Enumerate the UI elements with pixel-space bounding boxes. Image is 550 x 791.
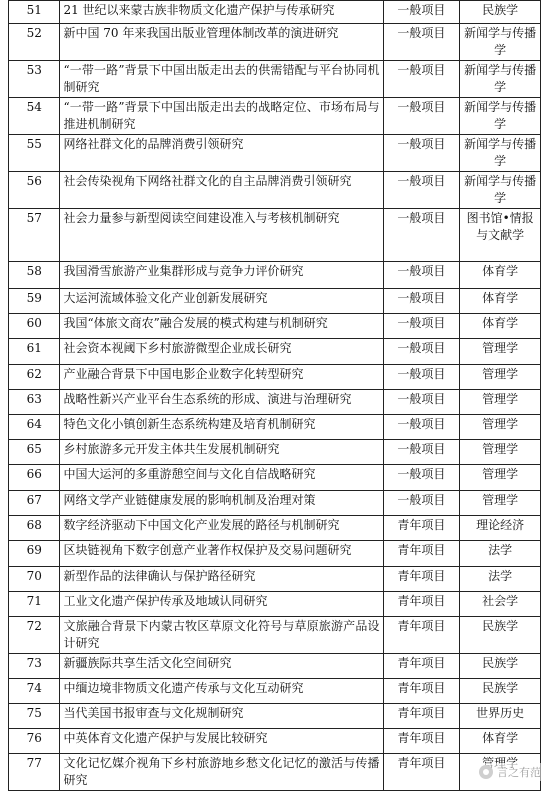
project-type: 一般项目: [383, 209, 460, 262]
project-type: 一般项目: [383, 465, 460, 491]
project-title: 我国滑雪旅游产业集群形成与竞争力评价研究: [60, 262, 383, 289]
table-row: [9, 654, 541, 679]
table-row: [9, 24, 541, 61]
project-type: 一般项目: [383, 1, 460, 24]
discipline: 法学: [460, 541, 541, 567]
project-title: 中缅边境非物质文化遗产传承与文化互动研究: [60, 679, 383, 704]
project-type: 一般项目: [383, 440, 460, 465]
project-title: 新中国 70 年来我国出版业管理体制改革的演进研究: [60, 24, 383, 61]
project-type: 青年项目: [383, 516, 460, 541]
row-number: 72: [9, 617, 60, 654]
discipline: 体育学: [460, 289, 541, 314]
discipline: 管理学: [460, 365, 541, 390]
row-number: 55: [9, 135, 60, 172]
discipline: 社会学: [460, 592, 541, 617]
project-type: 青年项目: [383, 592, 460, 617]
project-table: [8, 0, 541, 791]
discipline: 管理学: [460, 390, 541, 415]
project-title: 中英体育文化遗产保护与发展比较研究: [60, 729, 383, 754]
project-type: 青年项目: [383, 617, 460, 654]
table-row: [9, 415, 541, 440]
row-number: 61: [9, 339, 60, 365]
row-number: 63: [9, 390, 60, 415]
row-number: 73: [9, 654, 60, 679]
discipline: 新闻学与传播学: [460, 61, 541, 98]
project-title: 社会力量参与新型阅读空间建设准入与考核机制研究: [60, 209, 383, 262]
table-row: [9, 289, 541, 314]
project-type: 一般项目: [383, 172, 460, 209]
table-row: [9, 61, 541, 98]
project-title: 产业融合背景下中国电影企业数字化转型研究: [60, 365, 383, 390]
project-type: 一般项目: [383, 289, 460, 314]
row-number: 66: [9, 465, 60, 491]
discipline: 新闻学与传播学: [460, 98, 541, 135]
row-number: 59: [9, 289, 60, 314]
table-row: [9, 440, 541, 465]
row-number: 74: [9, 679, 60, 704]
discipline: 民族学: [460, 1, 541, 24]
table-row: [9, 541, 541, 567]
project-title: 网络社群文化的品牌消费引领研究: [60, 135, 383, 172]
project-title: 新型作品的法律确认与保护路径研究: [60, 567, 383, 592]
table-row: [9, 617, 541, 654]
project-type: 一般项目: [383, 314, 460, 339]
discipline: 民族学: [460, 654, 541, 679]
project-title: 文旅融合背景下内蒙古牧区草原文化符号与草原旅游产品设计研究: [60, 617, 383, 654]
row-number: 62: [9, 365, 60, 390]
project-title: 文化记忆媒介视角下乡村旅游地乡愁文化记忆的激活与传播研究: [60, 754, 383, 791]
discipline: 体育学: [460, 729, 541, 754]
table-row: [9, 567, 541, 592]
table-row: [9, 135, 541, 172]
discipline: 管理学: [460, 491, 541, 516]
watermark-text: 言之有范: [497, 766, 541, 779]
row-number: 64: [9, 415, 60, 440]
row-number: 77: [9, 754, 60, 791]
project-type: 青年项目: [383, 541, 460, 567]
project-title: 当代美国书报审查与文化规制研究: [60, 704, 383, 729]
project-type: 一般项目: [383, 491, 460, 516]
project-type: 一般项目: [383, 339, 460, 365]
table-row: [9, 516, 541, 541]
project-type: 一般项目: [383, 135, 460, 172]
discipline: 管理学: [460, 415, 541, 440]
project-type: 一般项目: [383, 365, 460, 390]
row-number: 70: [9, 567, 60, 592]
project-type: 青年项目: [383, 654, 460, 679]
table-row: [9, 491, 541, 516]
wechat-icon: [479, 765, 493, 779]
row-number: 67: [9, 491, 60, 516]
discipline: 新闻学与传播学: [460, 135, 541, 172]
project-type: 青年项目: [383, 729, 460, 754]
table-row: [9, 679, 541, 704]
discipline: 世界历史: [460, 704, 541, 729]
row-number: 52: [9, 24, 60, 61]
project-type: 一般项目: [383, 98, 460, 135]
table-row: [9, 209, 541, 262]
project-title: 特色文化小镇创新生态系统构建及培育机制研究: [60, 415, 383, 440]
table-row: [9, 98, 541, 135]
project-title: 社会资本视阈下乡村旅游微型企业成长研究: [60, 339, 383, 365]
project-title: 我国“体旅文商农”融合发展的模式构建与机制研究: [60, 314, 383, 339]
project-title: 21 世纪以来蒙古族非物质文化遗产保护与传承研究: [60, 1, 383, 24]
project-title: 大运河流域体验文化产业创新发展研究: [60, 289, 383, 314]
project-title: 区块链视角下数字创意产业著作权保护及交易问题研究: [60, 541, 383, 567]
project-type: 青年项目: [383, 679, 460, 704]
discipline: 体育学: [460, 314, 541, 339]
project-type: 青年项目: [383, 704, 460, 729]
project-type: 一般项目: [383, 24, 460, 61]
discipline: 理论经济: [460, 516, 541, 541]
discipline: 法学: [460, 567, 541, 592]
row-number: 69: [9, 541, 60, 567]
table-row: [9, 592, 541, 617]
project-title: 乡村旅游多元开发主体共生发展机制研究: [60, 440, 383, 465]
table-row: [9, 365, 541, 390]
discipline: 图书馆•情报与文献学: [460, 209, 541, 262]
discipline: 管理学: [460, 339, 541, 365]
watermark: [476, 763, 544, 781]
table-row: [9, 172, 541, 209]
table-row: [9, 729, 541, 754]
project-title: 新疆族际共享生活文化空间研究: [60, 654, 383, 679]
row-number: 75: [9, 704, 60, 729]
discipline: 管理学: [460, 440, 541, 465]
project-title: 社会传染视角下网络社群文化的自主品牌消费引领研究: [60, 172, 383, 209]
row-number: 58: [9, 262, 60, 289]
project-type: 青年项目: [383, 754, 460, 791]
table-row: [9, 390, 541, 415]
table-row: [9, 704, 541, 729]
project-title: 网络文学产业链健康发展的影响机制及治理对策: [60, 491, 383, 516]
discipline: 体育学: [460, 262, 541, 289]
row-number: 65: [9, 440, 60, 465]
table-row: [9, 1, 541, 24]
project-table-body: [9, 1, 541, 791]
row-number: 57: [9, 209, 60, 262]
row-number: 51: [9, 1, 60, 24]
table-row: [9, 754, 541, 791]
discipline: 管理学: [460, 465, 541, 491]
row-number: 56: [9, 172, 60, 209]
discipline: 民族学: [460, 617, 541, 654]
discipline: 新闻学与传播学: [460, 24, 541, 61]
row-number: 54: [9, 98, 60, 135]
project-type: 一般项目: [383, 61, 460, 98]
discipline: 民族学: [460, 679, 541, 704]
project-title: “一带一路”背景下中国出版走出去的供需错配与平台协同机制研究: [60, 61, 383, 98]
project-title: 数字经济驱动下中国文化产业发展的路径与机制研究: [60, 516, 383, 541]
table-row: [9, 339, 541, 365]
project-type: 一般项目: [383, 262, 460, 289]
table-row: [9, 262, 541, 289]
project-title: 工业文化遗产保护传承及地域认同研究: [60, 592, 383, 617]
project-type: 青年项目: [383, 567, 460, 592]
row-number: 60: [9, 314, 60, 339]
row-number: 68: [9, 516, 60, 541]
row-number: 53: [9, 61, 60, 98]
discipline: 新闻学与传播学: [460, 172, 541, 209]
project-title: “一带一路”背景下中国出版走出去的战略定位、市场布局与推进机制研究: [60, 98, 383, 135]
row-number: 71: [9, 592, 60, 617]
row-number: 76: [9, 729, 60, 754]
project-title: 战略性新兴产业平台生态系统的形成、演进与治理研究: [60, 390, 383, 415]
table-row: [9, 314, 541, 339]
project-title: 中国大运河的多重游憩空间与文化自信战略研究: [60, 465, 383, 491]
project-type: 一般项目: [383, 415, 460, 440]
project-type: 一般项目: [383, 390, 460, 415]
table-row: [9, 465, 541, 491]
project-list-document: [8, 0, 541, 791]
